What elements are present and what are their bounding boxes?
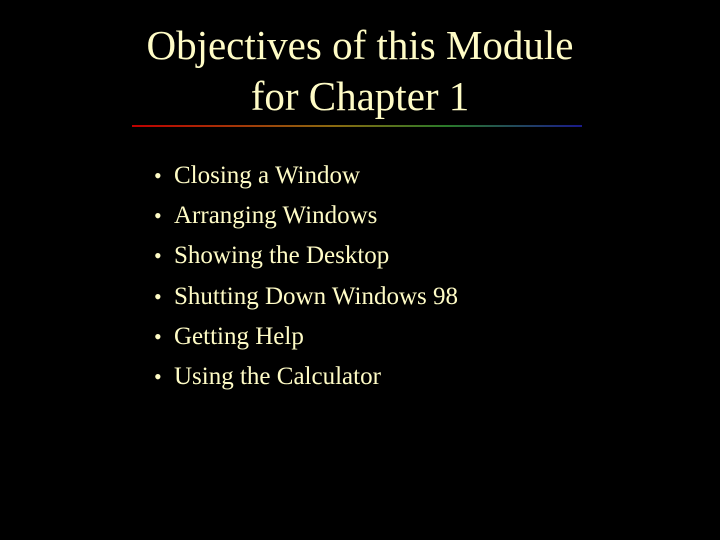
bullet-text: Arranging Windows bbox=[174, 202, 378, 230]
bullet-dot-icon: • bbox=[154, 323, 162, 349]
bullet-text: Using the Calculator bbox=[174, 362, 381, 390]
bullet-item bbox=[154, 202, 458, 242]
bullet-dot-icon: • bbox=[154, 363, 162, 389]
slide-title-line-2: for Chapter 1 bbox=[250, 73, 470, 119]
bullet-dot-icon: • bbox=[154, 283, 162, 309]
bullet-text: Closing a Window bbox=[174, 162, 361, 189]
bullet-dot-icon: • bbox=[154, 163, 162, 188]
bullet-list bbox=[154, 162, 458, 403]
bullet-dot-icon: • bbox=[154, 203, 162, 229]
bullet-item bbox=[154, 363, 458, 403]
bullet-text: Showing the Desktop bbox=[174, 242, 390, 270]
bullet-item bbox=[154, 242, 458, 282]
bullet-text: Getting Help bbox=[174, 322, 304, 350]
slide-title bbox=[0, 20, 720, 122]
bullet-dot-icon: • bbox=[154, 243, 162, 269]
bullet-text: Shutting Down Windows 98 bbox=[174, 282, 458, 310]
bullet-item bbox=[154, 323, 458, 363]
bullet-item bbox=[154, 162, 458, 202]
slide-title-line-1: Objectives of this Module bbox=[146, 22, 574, 68]
title-divider-line bbox=[132, 125, 582, 127]
title-divider bbox=[132, 125, 582, 127]
bullet-item bbox=[154, 283, 458, 323]
